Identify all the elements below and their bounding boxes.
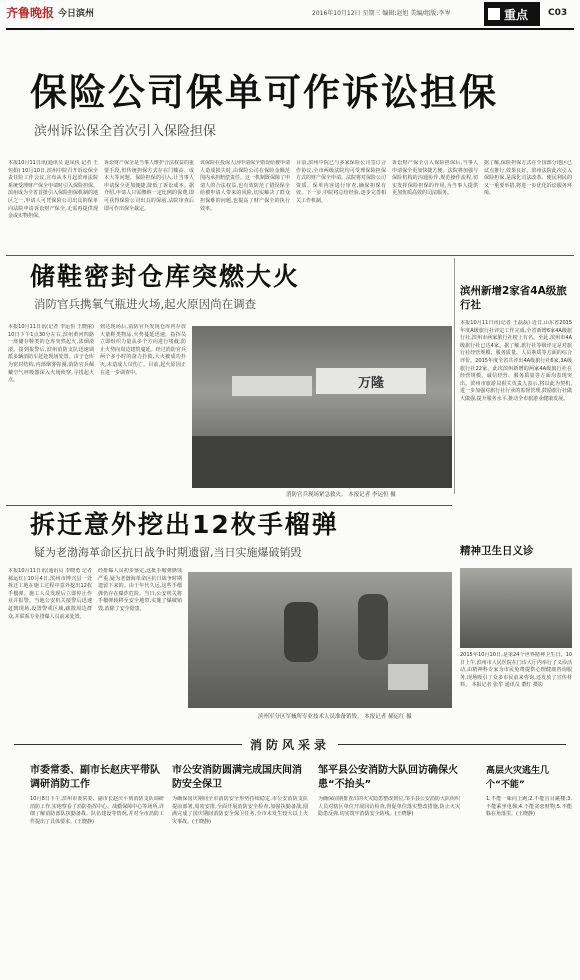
- story2-subtitle: 消防官兵携氧气瓶进火场,起火原因尚在调查: [34, 297, 257, 311]
- sidebar2-headline: 精神卫生日义诊: [460, 545, 534, 557]
- story2-col: 本报10月11日讯(记者 李运恒 王晓丽) 10日下午1点30分左右,滨州黄河四路一座储存鞋类的仓库突然起火,浓烟滚滚。接到报警后,滨州消防支队迅速调派多辆消防车赶赴现场处置。由于仓库为密封结构,内部烟雾弥漫,消防官兵佩戴空气呼吸器深入火场侦察,寻找起火点。: [8, 324, 94, 384]
- brief-body: 1.不能一味向上跑;2.不能盲目跳楼;3.不能乘坐电梯;4.不能贪恋财物;5.不能躲在角落里。(王晓静): [486, 796, 572, 818]
- brief-body: 为确保前期排查出的火灾隐患整改到位,邹平县公安消防大队组织人员对辖区单位开展回访检查,督促单位落实整改措施,防止火灾隐患反弹,切实筑牢消防安全防线。(王晓静): [318, 796, 460, 818]
- story1-col: 诉讼财产保全引入保险担保后,当事人申请保全更加快捷方便。法院将加强与保险机构的沟通协作,规范操作流程,切实发挥保险担保的作用,为当事人提供更加优质高效的司法服务。: [392, 160, 478, 197]
- story3-col: 本报10月11日讯(通讯员 李晓勇 记者 郝运红) 10月4日,滨州市博兴县一处拆迁工地在施工过程中意外挖出12枚手榴弹。施工人员发现后立即停止作业并报警。当地公安机关接警后迅速赶到现场,设置警戒区域,疏散周边群众,并联系专业排爆人员前来处置。: [8, 568, 92, 620]
- divider: [6, 255, 574, 256]
- story1-col: 目前,滨州中院已与多家保险公司签订合作协议,全市两级法院均可受理保险担保方式的财产保全申请。法院将对保险公司资质、保单内容进行审查,确保担保有效。下一步,中院将总结经验,逐步完善相关工作机制。: [296, 160, 386, 204]
- sidebar1-body: 本报10月11日讯(记者 王磊磊) 近日,山东省2015年度A级旅行社评定工作完成,全省新增6家4A级旅行社,滨州市两家旅行社榜上有名。至此,滨州市4A级旅行社已达4家。据了解,旅行社等级评定是对旅行社经营规模、服务质量、人员素质等方面的综合评价。2015年度全省共评出4A级旅行社6家,3A级旅行社22家。此次滨州新增的两家4A级旅行社在经营规模、诚信经营、服务质量等方面均表现突出。滨州市旅游局相关负责人表示,将以此为契机,进一步加强对旅行社行业的监督管理,鼓励旅行社做大做强,提升服务水平,推动全市旅游业健康发展。: [460, 320, 572, 402]
- grenade-photo: [188, 572, 452, 708]
- brief-headline: 市委常委、副市长赵庆平带队调研消防工作: [30, 765, 160, 790]
- section-name: 今日滨州: [58, 9, 95, 19]
- story2-headline: 储鞋密封仓库突燃大火: [30, 262, 301, 291]
- band-title: 消防风采录: [250, 737, 331, 752]
- column-divider: [454, 258, 455, 494]
- story3-col: 经排爆人员初步鉴定,这批手榴弹锈蚀严重,疑为老渤海革命区抗日战争时期遗留下来的。由于年代久远,这些手榴弹仍存在爆炸危险。当日,公安机关将手榴弹转移至安全地带,实施了爆破销毁,消除了安全隐患。: [98, 568, 182, 612]
- clinic-photo: [460, 568, 572, 648]
- brief-body: 10月8日下午,滨州市委常委、副市长赵庆平到消防支队调研消防工作,实地察看了消防指挥中心、战勤保障中心等场所,详细了解消防部队执勤备战、队伍建设等情况,并对全市消防工作提出了具体要求。(王晓静): [30, 796, 164, 825]
- tag-square-icon: [488, 8, 500, 20]
- story3-subtitle: 疑为老渤海革命区抗日战争时期遗留,当日实施爆破销毁: [34, 546, 302, 559]
- sidebar2-caption: 2015年10月10日,是第24个世界精神卫生日。10日上午,滨州市人民医院在门诊大厅内举行了义诊活动,由精神科专家为市民免费提供心理健康咨询服务,现场吸引了众多市民前来咨询,还发放了宣传材料。 本报记者 张牟 通讯员 董红 摄影: [460, 652, 572, 689]
- story1-subtitle: 滨州诉讼保全首次引入保险担保: [34, 124, 217, 139]
- fire-photo: [192, 326, 452, 488]
- story1-col: 本报10月11日讯(通讯员 赵凤侠 记者 王恒娟) 10月10日,滨州中院召开诉讼保全责任险工作会议,宣布从本月起滨州法院系统受理财产保全申请时引入保险担保。滨州成为全省首批引入保险担保机制的地区之一,申请人可凭保险公司出具的保单向法院申请诉讼财产保全,无需再提供现金或实物担保。: [8, 160, 98, 220]
- divider: [6, 505, 452, 506]
- brief-headline: 邹平县公安消防大队回访确保火患“不抬头”: [318, 765, 458, 790]
- shop-sign: 万隆: [316, 368, 426, 394]
- brief-headline: 高层火灾逃生几个“不能”: [486, 766, 550, 790]
- brief-body: 为确保国庆期间全市消防安全形势持续稳定,市公安消防支队提前部署,周密安排,全面开展消防安全检查,加强执勤备战,圆满完成了国庆期间消防安全保卫任务,全市未发生较大以上火灾事故。(王晓静): [172, 796, 308, 825]
- section-tag: [484, 2, 540, 26]
- issue-meta: 2016年10月12日 星期三 编辑:赵旭 美编/组版:李岑: [312, 10, 451, 17]
- section-tag-label: 重点: [504, 7, 529, 22]
- story2-col: 到达现场后,消防官兵发现仓库内存放大量鞋类物品,火势蔓延迅速。指挥员立即组织力量从多个方向进行堵截,防止火势向周边建筑蔓延。经过消防官兵两个多小时的奋力扑救,大火被成功扑灭,未造成人员伤亡。目前,起火原因正在进一步调查中。: [100, 324, 186, 376]
- shop-sign-left: [232, 376, 312, 396]
- story1-headline: 保险公司保单可作诉讼担保: [30, 71, 498, 114]
- section-band: [6, 734, 574, 754]
- brief-headline: 市公安消防圆满完成国庆间消防安全保卫: [172, 765, 302, 790]
- header-rule: [6, 28, 574, 30]
- story1-col: 诉讼财产保全是当事人维护合法权益的重要手段,但传统担保方式存在门槛高、成本大等问题。保险担保的引入,让当事人申请保全更加便捷,降低了诉讼成本。据介绍,申请人只需缴纳一定比例的保费,即可获得保险公司出具的保函,法院审查后即可作出保全裁定。: [104, 160, 194, 212]
- story3-headline: 拆迁意外挖出12枚手榴弹: [30, 510, 339, 539]
- photo-caption: 滨州军分区军械所专业技术人员准备销毁。 本报记者 郝运红 摄: [258, 714, 412, 720]
- story1-col: 据了解,保险担保方式在全国部分地区已试点推行,效果良好。滨州法院此次引入保险担保,是深化司法改革、便民利民的又一重要举措,将进一步优化诉讼服务环境。: [484, 160, 572, 197]
- photo-caption: 消防官兵现场紧急救火。 本报记者 李运恒 摄: [286, 492, 396, 498]
- sidebar1-headline: 滨州新增2家省4A级旅行社: [460, 285, 567, 311]
- page-number: C03: [548, 8, 568, 18]
- story1-col: 该保险在投保人因申请保全错误给被申请人造成损失时,由保险公司在保险金额范围内承担赔偿责任。这一机制既保障了申请人的合法权益,也有效防范了错误保全给被申请人带来的风险,切实解决了群众担保难的问题,也提高了财产保全的执行效率。: [200, 160, 290, 212]
- newspaper-logo: 齐鲁晚报: [6, 6, 55, 20]
